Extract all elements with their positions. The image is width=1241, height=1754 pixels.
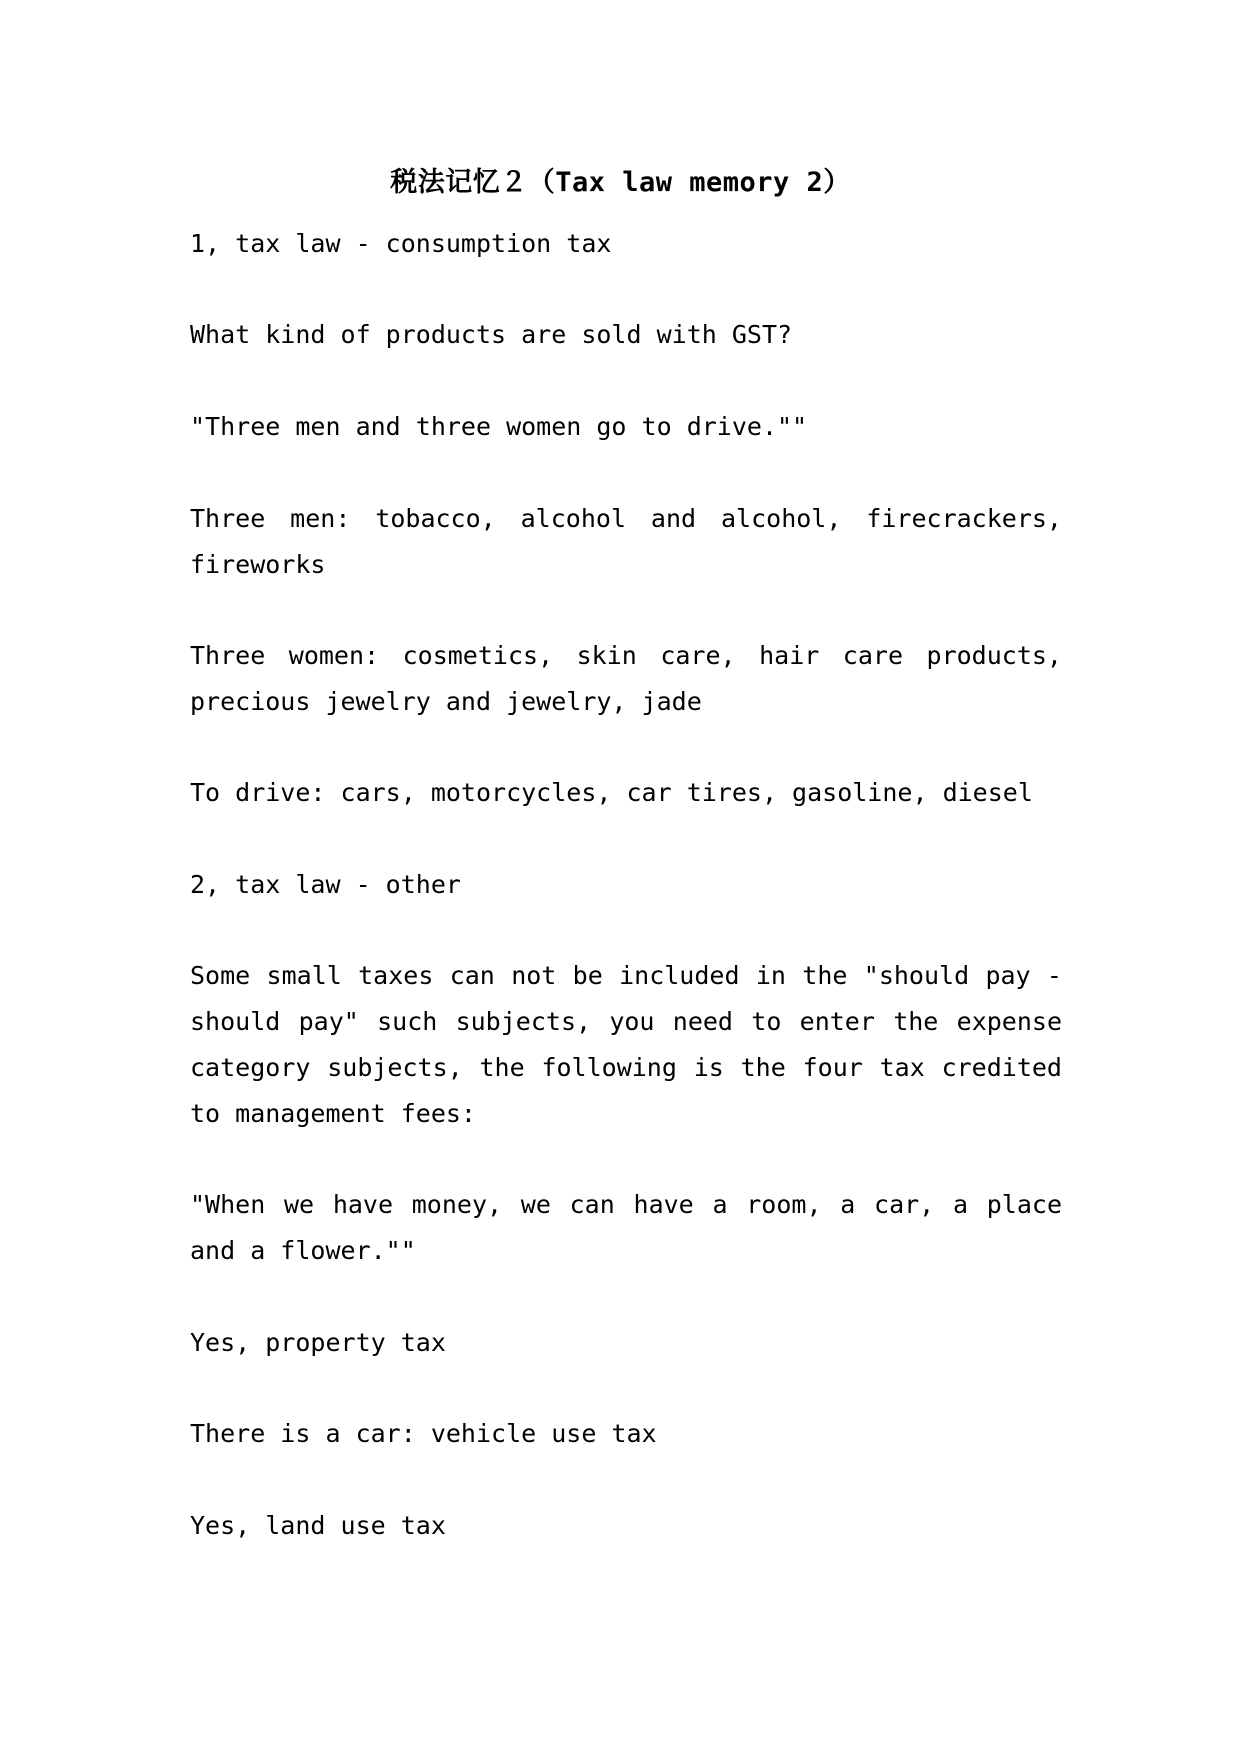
paragraph-three-women: Three women: cosmetics, skin care, hair care products, precious jewelry and jewelry, jade	[190, 641, 1062, 716]
paragraph-section-2-heading: 2, tax law - other	[190, 870, 461, 899]
paragraph-land-use-tax: Yes, land use tax	[190, 1511, 446, 1540]
paragraph-three-men: Three men: tobacco, alcohol and alcohol, firecrackers, fireworks	[190, 504, 1062, 579]
paragraph-vehicle-use-tax: There is a car: vehicle use tax	[190, 1419, 657, 1448]
paragraph-section-1-heading: 1, tax law - consumption tax	[190, 229, 612, 258]
paragraph-mnemonic-1: "Three men and three women go to drive.""	[190, 412, 808, 441]
paragraph-to-drive: To drive: cars, motorcycles, car tires, gasoline, diesel	[190, 778, 1033, 807]
paragraph-property-tax: Yes, property tax	[190, 1328, 446, 1357]
document-title: 税法记忆２（Tax law memory 2）	[390, 167, 851, 198]
paragraph-small-taxes: Some small taxes can not be included in the "should pay - should pay" such subjects, you need to enter the expense category subjects, the following is the four tax credited to management fees:	[190, 961, 1062, 1128]
paragraph-mnemonic-2: "When we have money, we can have a room, a car, a place and a flower.""	[190, 1190, 1062, 1265]
paragraph-question: What kind of products are sold with GST?	[190, 320, 793, 349]
